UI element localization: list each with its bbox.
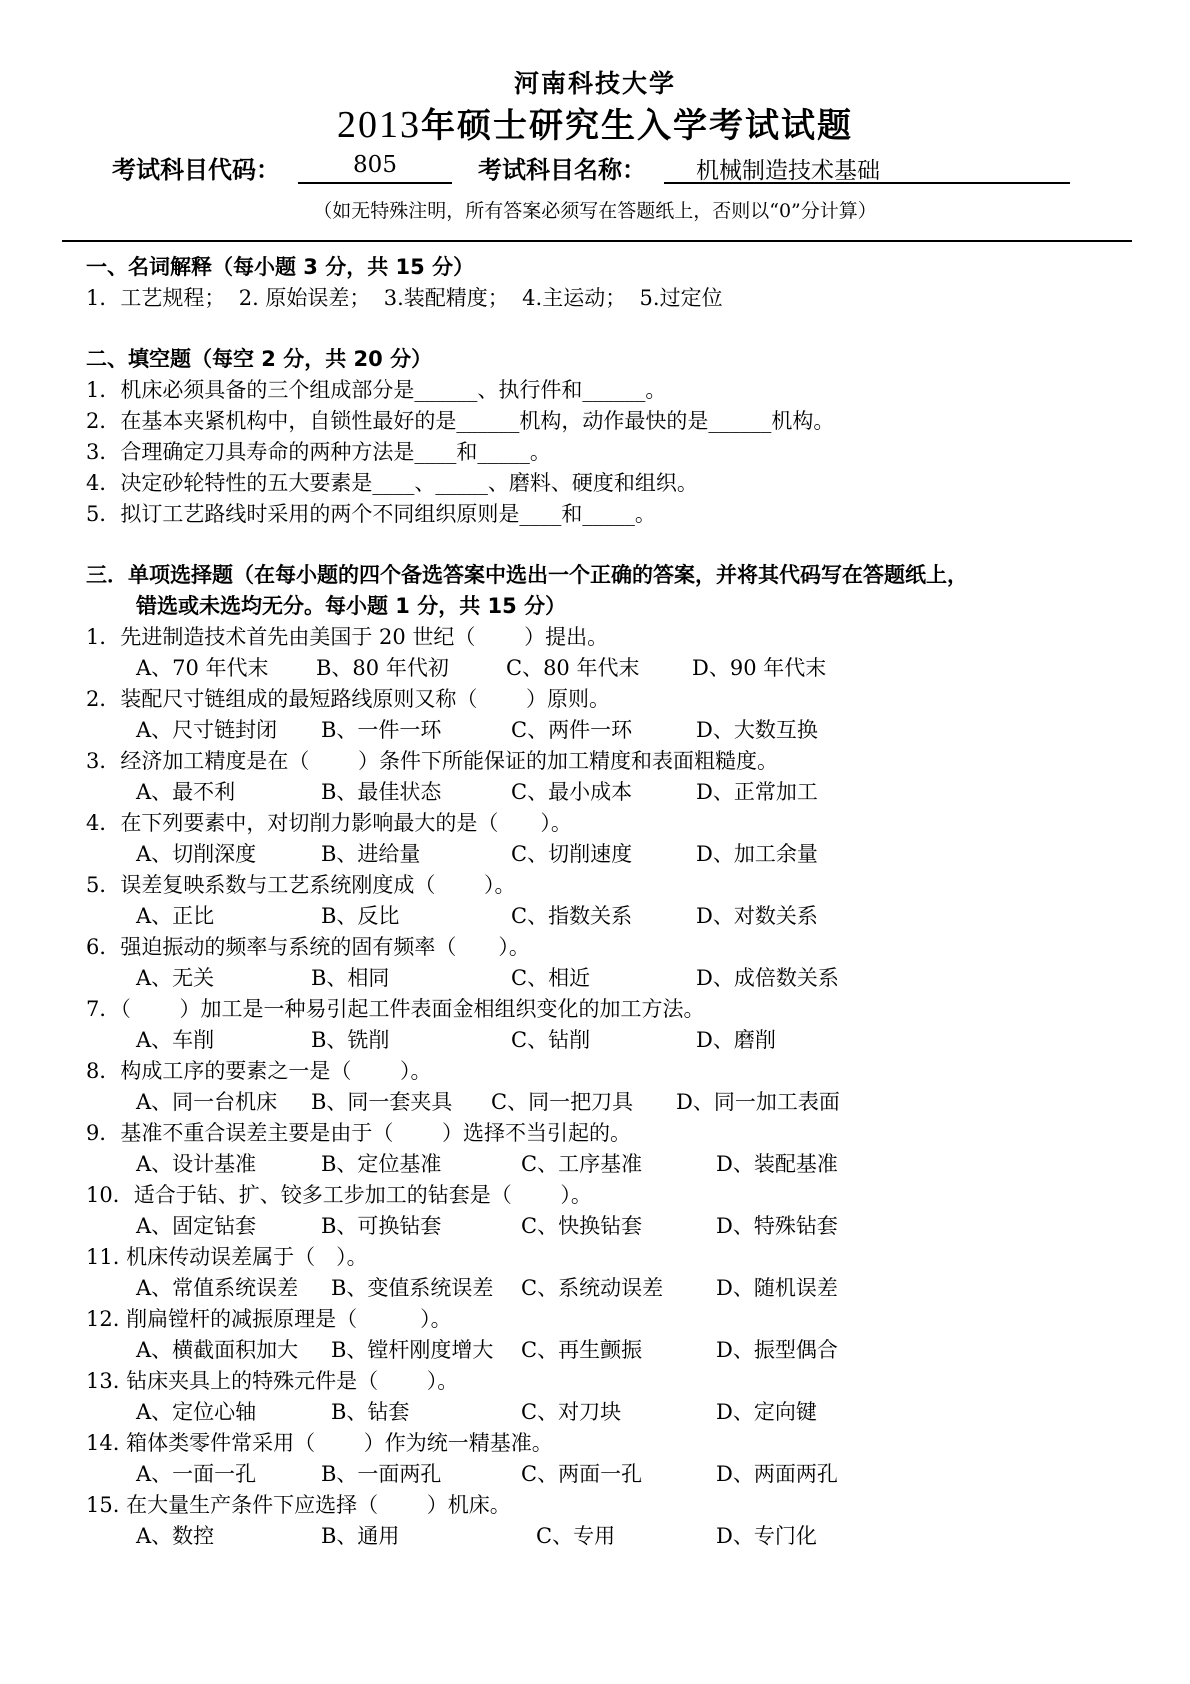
section3-title-line1: 三．单项选择题（在每小题的四个备选答案中选出一个正确的答案，并将其代码写在答题纸上，	[86, 563, 968, 587]
question-stem: 8．构成工序的要素之一是（ ）。	[86, 1059, 432, 1083]
option-d: D、对数关系	[696, 904, 818, 928]
question-options	[86, 1149, 1116, 1180]
option-b: B、通用	[321, 1524, 400, 1548]
question-stem: 3．经济加工精度是在（ ）条件下所能保证的加工精度和表面粗糙度。	[86, 749, 779, 773]
question-stem: 13. 钻床夹具上的特殊元件是（ ）。	[86, 1369, 459, 1393]
option-b: B、可换钻套	[321, 1214, 442, 1238]
question-options	[86, 839, 1116, 870]
option-c: C、两件一环	[511, 718, 633, 742]
option-d: D、随机误差	[716, 1276, 838, 1300]
option-b: B、铣削	[311, 1028, 390, 1052]
question-stem: 15. 在大量生产条件下应选择（ ）机床。	[86, 1493, 511, 1517]
option-a: A、数控	[136, 1524, 215, 1548]
option-b: B、反比	[321, 904, 400, 928]
question-options	[86, 777, 1116, 808]
question-stem: 1．先进制造技术首先由美国于 20 世纪（ ）提出。	[86, 625, 609, 649]
option-b: B、镗杆刚度增大	[331, 1338, 494, 1362]
option-a: A、同一台机床	[136, 1090, 278, 1114]
option-d: D、装配基准	[716, 1152, 838, 1176]
subject-row	[112, 150, 1072, 190]
question-options	[86, 1025, 1116, 1056]
option-b: B、一面两孔	[321, 1462, 442, 1486]
exam-body	[86, 252, 1116, 1552]
option-c: C、快换钻套	[521, 1214, 643, 1238]
question-options	[86, 901, 1116, 932]
option-a: A、设计基准	[136, 1152, 257, 1176]
option-d: D、正常加工	[696, 780, 818, 804]
subject-code-value: 805	[298, 152, 452, 184]
exam-title-text: 年硕士研究生入学考试试题	[421, 106, 853, 146]
subject-name-label: 考试科目名称：	[478, 156, 646, 184]
option-c: C、再生颤振	[521, 1338, 643, 1362]
question-stem: 14. 箱体类零件常采用（ ）作为统一精基准。	[86, 1431, 553, 1455]
option-b: B、定位基准	[321, 1152, 442, 1176]
option-b: B、钻套	[331, 1400, 410, 1424]
option-c: C、80 年代末	[506, 656, 640, 680]
exam-year: 2013	[337, 104, 421, 146]
option-a: A、正比	[136, 904, 215, 928]
fill-item: 5．拟订工艺路线时采用的两个不同组织原则是____和_____。	[86, 502, 656, 526]
question-options	[86, 963, 1116, 994]
option-a: A、一面一孔	[136, 1462, 257, 1486]
option-c: C、两面一孔	[521, 1462, 643, 1486]
option-c: C、最小成本	[511, 780, 633, 804]
option-b: B、同一套夹具	[311, 1090, 453, 1114]
option-a: A、70 年代末	[136, 656, 269, 680]
option-c: C、工序基准	[521, 1152, 643, 1176]
question-stem: 7．（ ）加工是一种易引起工件表面金相组织变化的加工方法。	[86, 997, 705, 1021]
option-a: A、最不利	[136, 780, 236, 804]
fill-item: 4．决定砂轮特性的五大要素是____、_____、磨料、硬度和组织。	[86, 471, 698, 495]
question-options	[86, 1211, 1116, 1242]
subject-name-value	[664, 152, 1070, 184]
option-a: A、固定钻套	[136, 1214, 257, 1238]
option-b: B、最佳状态	[321, 780, 442, 804]
section3-title-line2: 错选或未选均无分。每小题 1 分，共 15 分）	[136, 594, 567, 618]
question-stem: 9．基准不重合误差主要是由于（ ）选择不当引起的。	[86, 1121, 632, 1145]
question-stem: 12. 削扁镗杆的减振原理是（ ）。	[86, 1307, 452, 1331]
option-c: C、相近	[511, 966, 591, 990]
question-options	[86, 715, 1116, 746]
option-c: C、切削速度	[511, 842, 633, 866]
option-d: D、定向键	[716, 1400, 817, 1424]
option-d: D、成倍数关系	[696, 966, 839, 990]
fill-item: 1．机床必须具备的三个组成部分是______、执行件和______。	[86, 378, 667, 402]
option-c: C、对刀块	[521, 1400, 622, 1424]
fill-item: 3．合理确定刀具寿命的两种方法是____和_____。	[86, 440, 551, 464]
exam-title	[0, 98, 1190, 147]
section1-items: 1．工艺规程； 2. 原始误差； 3.装配精度； 4.主运动； 5.过定位	[86, 286, 723, 310]
option-c: C、专用	[536, 1524, 616, 1548]
option-a: A、切削深度	[136, 842, 257, 866]
option-b: B、变值系统误差	[331, 1276, 494, 1300]
question-options	[86, 1087, 1116, 1118]
option-d: D、振型偶合	[716, 1338, 838, 1362]
option-a: A、横截面积加大	[136, 1338, 299, 1362]
option-b: B、相同	[311, 966, 390, 990]
option-d: D、大数互换	[696, 718, 818, 742]
question-stem: 6．强迫振动的频率与系统的固有频率（ ）。	[86, 935, 530, 959]
option-c: C、同一把刀具	[491, 1090, 634, 1114]
fill-item: 2．在基本夹紧机构中，自锁性最好的是______机构，动作最快的是______机构。	[86, 409, 835, 433]
option-d: D、两面两孔	[716, 1462, 838, 1486]
option-d: D、磨削	[696, 1028, 776, 1052]
exam-note: （如无特殊注明，所有答案必须写在答题纸上，否则以“0”分计算）	[313, 200, 877, 222]
option-c: C、指数关系	[511, 904, 633, 928]
question-stem: 4．在下列要素中，对切削力影响最大的是（ ）。	[86, 811, 572, 835]
question-stem: 11. 机床传动误差属于（ ）。	[86, 1245, 368, 1269]
university-name: 河南科技大学	[513, 69, 676, 98]
option-a: A、尺寸链封闭	[136, 718, 278, 742]
option-d: D、特殊钻套	[716, 1214, 838, 1238]
option-b: B、80 年代初	[316, 656, 449, 680]
option-d: D、加工余量	[696, 842, 818, 866]
option-a: A、常值系统误差	[136, 1276, 299, 1300]
option-b: B、进给量	[321, 842, 421, 866]
question-options	[86, 1397, 1116, 1428]
option-a: A、车削	[136, 1028, 215, 1052]
question-stem: 5．误差复映系数与工艺系统刚度成（ ）。	[86, 873, 516, 897]
question-options	[86, 1459, 1116, 1490]
section2-title: 二、填空题（每空 2 分，共 20 分）	[86, 347, 433, 371]
option-a: A、定位心轴	[136, 1400, 257, 1424]
option-b: B、一件一环	[321, 718, 442, 742]
option-d: D、同一加工表面	[676, 1090, 840, 1114]
option-d: D、专门化	[716, 1524, 817, 1548]
option-c: C、钻削	[511, 1028, 591, 1052]
section1-title: 一、名词解释（每小题 3 分，共 15 分）	[86, 255, 475, 279]
subject-code-label: 考试科目代码：	[112, 156, 280, 184]
option-d: D、90 年代末	[692, 656, 827, 680]
subject-name-text: 机械制造技术基础	[696, 158, 880, 184]
question-stem: 10．适合于钻、扩、铰多工步加工的钻套是（ ）。	[86, 1183, 592, 1207]
header-divider	[62, 240, 1132, 242]
question-options	[86, 1521, 1116, 1552]
question-stem: 2．装配尺寸链组成的最短路线原则又称（ ）原则。	[86, 687, 611, 711]
question-options	[86, 1335, 1116, 1366]
question-options	[86, 1273, 1116, 1304]
question-list	[86, 622, 1116, 1552]
option-a: A、无关	[136, 966, 215, 990]
option-c: C、系统动误差	[521, 1276, 664, 1300]
question-options	[86, 653, 1116, 684]
